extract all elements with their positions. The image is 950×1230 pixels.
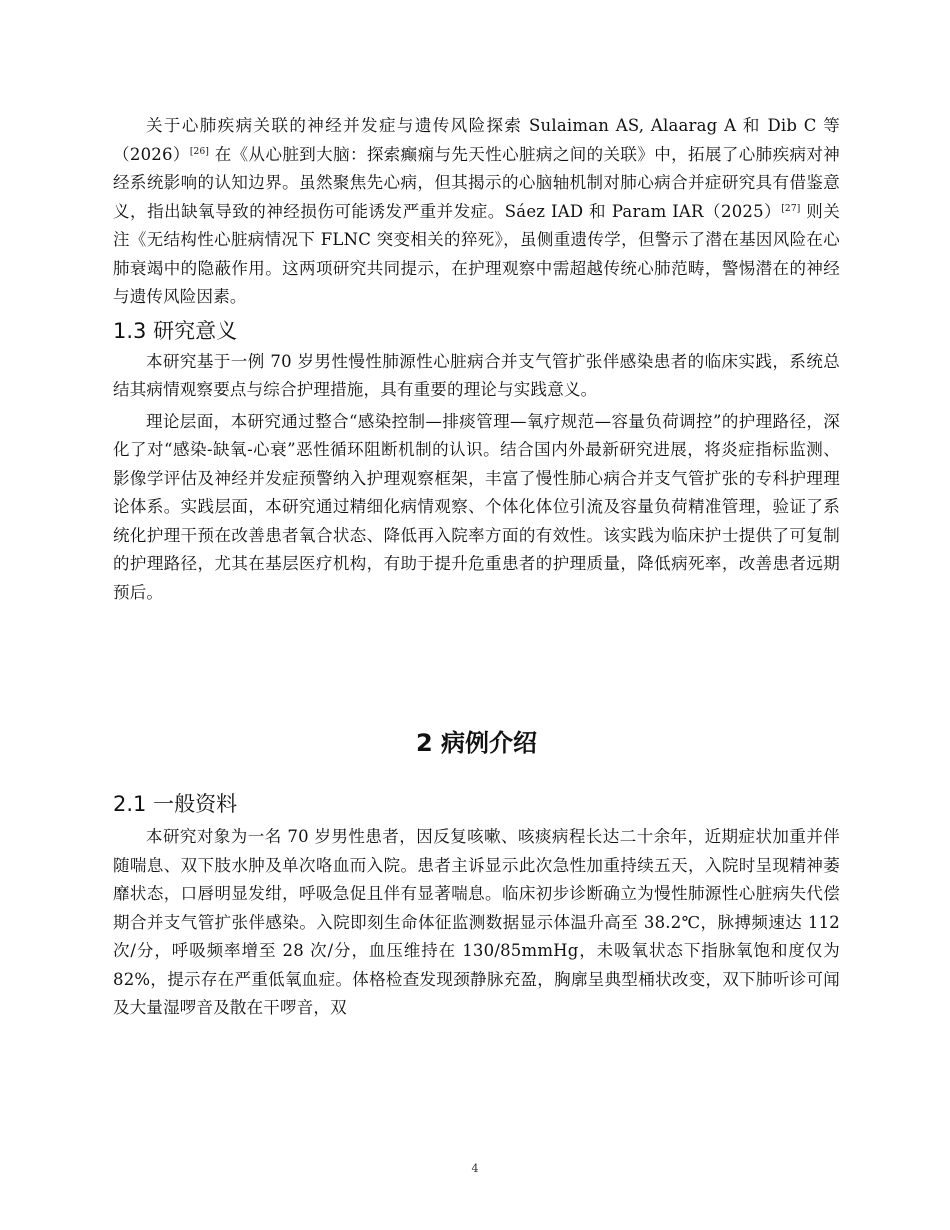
section-1-3-heading: 1.3 研究意义 [113, 318, 238, 343]
chapter-2-heading: 2 病例介绍 [415, 729, 538, 757]
section-1-3-paragraph-2: 理论层面，本研究通过整合“感染控制—排痰管理—氧疗规范—容量负荷调控”的护理路径，深化了对“感染-缺氧-心衰”恶性循环阻断机制的认识。结合国内外最新研究进展，将炎症指标监测、影像学评估及神经并发症预警纳入护理观察框架，丰富了慢性肺心病合并支气管扩张的专科护理理论体系。实践层面，本研究通过精细化病情观察、个体化体位引流及容量负荷精准管理，验证了系统化护理干预在改善患者氧合状态、降低再入院率方面的有效性。该实践为临床护士提供了可复制的护理路径，尤其在基层医疗机构，有助于提升危重患者的护理质量，降低病死率，改善患者远期预后。 [113, 411, 840, 602]
intro-text-3: 则关注《无结构性心脏病情况下 FLNC 突变相关的猝死》，虽侧重遗传学，但警示了潜在基因风险在心肺衰竭中的隐蔽作用。这两项研究共同提示，在护理观察中需超越传统心肺范畴，警惕潜在的神经与遗传风险因素。 [113, 201, 840, 306]
intro-text-1: 关于心肺疾病关联的神经并发症与遗传风险探索 Sulaiman AS, Alaarag A 和 Dib C 等（2026） [113, 116, 840, 164]
section-2-1-paragraph-1: 本研究对象为一名 70 岁男性患者，因反复咳嗽、咳痰病程长达二十余年，近期症状加重并伴随喘息、双下肢水肿及单次咯血而入院。患者主诉显示此次急性加重持续五天，入院时呈现精神萎靡状态，口唇明显发绀，呼吸急促且伴有显著喘息。临床初步诊断确立为慢性肺源性心脏病失代偿期合并支气管扩张伴感染。入院即刻生命体征监测数据显示体温升高至 38.2℃，脉搏频速达 112 次/分，呼吸频率增至 28 次/分，血压维持在 130/85mmHg，未吸氧状态下指脉氧饱和度仅为 82%，提示存在严重低氧血症。体格检查发现颈静脉充盈，胸廓呈典型桶状改变，双下肺听诊可闻及大量湿啰音及散在干啰音，双 [113, 827, 840, 1017]
page-number: 4 [471, 1162, 479, 1175]
citation-26: [26] [189, 146, 210, 157]
intro-text-2: 在《从心脏到大脑：探索癫痫与先天性心脏病之间的关联》中，拓展了心肺疾病对神经系统影响的认知边界。虽然聚焦先心病，但其揭示的心脑轴机制对肺心病合并症研究具有借鉴意义，指出缺氧导致的神经损伤可能诱发严重并发症。Sáez IAD 和 Param IAR（2025） [113, 144, 840, 221]
page-content [113, 112, 840, 1023]
section-2-1-heading: 2.1 一般资料 [113, 792, 238, 816]
section-1-3-paragraph-1: 本研究基于一例 70 岁男性慢性肺源性心脏病合并支气管扩张伴感染患者的临床实践，系统总结其病情观察要点与综合护理措施，具有重要的理论与实践意义。 [113, 351, 840, 399]
citation-27: [27] [781, 203, 801, 214]
intro-paragraph [113, 112, 840, 312]
